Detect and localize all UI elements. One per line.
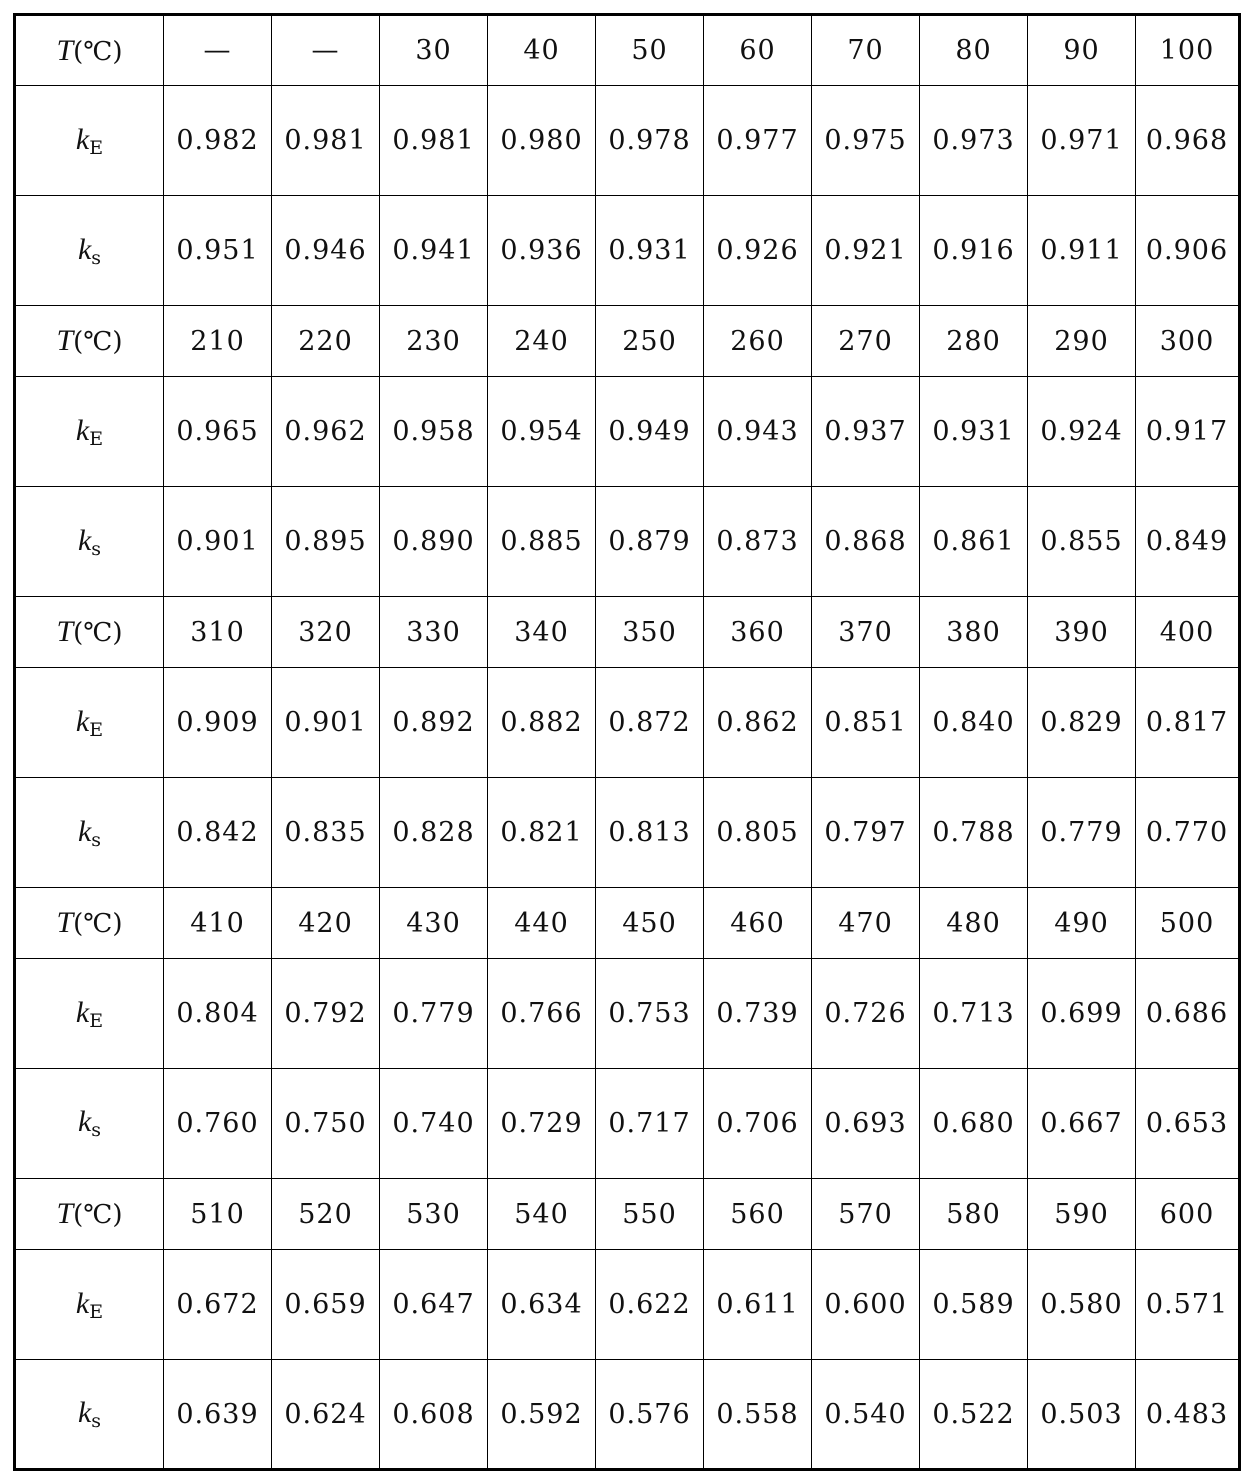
table-cell: 0.760	[164, 1069, 272, 1179]
k-subscript: s	[91, 828, 102, 851]
temperature-unit: (℃)	[73, 909, 123, 940]
table-cell: 0.503	[1028, 1360, 1136, 1470]
k-E-row	[15, 668, 1240, 778]
table-cell: 0.977	[704, 86, 812, 196]
table-cell: 0.592	[488, 1360, 596, 1470]
table-cell: 0.895	[272, 487, 380, 597]
table-cell: 0.949	[596, 377, 704, 487]
table-cell: 310	[164, 596, 272, 667]
table-cell: 360	[704, 596, 812, 667]
k-symbol: k	[77, 523, 92, 557]
table-cell: 0.861	[920, 487, 1028, 597]
temperature-row	[15, 596, 1240, 667]
k-symbol: k	[75, 413, 90, 447]
table-cell: 0.788	[920, 778, 1028, 888]
k-subscript: s	[91, 537, 102, 560]
k-subscript: s	[91, 246, 102, 269]
table-cell: 0.813	[596, 778, 704, 888]
table-cell: 0.937	[812, 377, 920, 487]
table-cell: 0.911	[1028, 196, 1136, 306]
table-cell: 0.680	[920, 1069, 1028, 1179]
temperature-row	[15, 15, 1240, 86]
k-symbol: k	[77, 1396, 92, 1430]
table-cell: 0.901	[164, 487, 272, 597]
table-cell: 0.750	[272, 1069, 380, 1179]
temperature-label	[15, 887, 164, 958]
table-cell: 0.855	[1028, 487, 1136, 597]
table-cell: 460	[704, 887, 812, 958]
k-s-label	[15, 196, 164, 306]
temperature-symbol: T	[56, 324, 74, 358]
k-symbol: k	[75, 704, 90, 738]
table-cell: 70	[812, 15, 920, 86]
temperature-row	[15, 887, 1240, 958]
table-cell: 390	[1028, 596, 1136, 667]
table-cell: 350	[596, 596, 704, 667]
table-cell: 0.770	[1136, 778, 1240, 888]
k-E-label	[15, 377, 164, 487]
table-cell: 100	[1136, 15, 1240, 86]
table-cell: 500	[1136, 887, 1240, 958]
table-cell: 0.729	[488, 1069, 596, 1179]
temperature-unit: (℃)	[73, 36, 123, 67]
table-cell: 0.975	[812, 86, 920, 196]
table-cell: 260	[704, 305, 812, 376]
table-cell: 0.892	[380, 668, 488, 778]
table-cell: 0.882	[488, 668, 596, 778]
table-cell: 0.766	[488, 959, 596, 1069]
table-cell: 0.931	[920, 377, 1028, 487]
table-cell: 0.821	[488, 778, 596, 888]
table-cell: 0.842	[164, 778, 272, 888]
k-symbol: k	[77, 232, 92, 266]
table-cell: 270	[812, 305, 920, 376]
k-E-label	[15, 1250, 164, 1360]
table-cell: 570	[812, 1178, 920, 1249]
temperature-symbol: T	[56, 1197, 74, 1231]
table-cell: 0.901	[272, 668, 380, 778]
temperature-row	[15, 1178, 1240, 1249]
table-cell: 0.589	[920, 1250, 1028, 1360]
table-cell: 0.693	[812, 1069, 920, 1179]
table-cell: 0.962	[272, 377, 380, 487]
table-cell: 0.713	[920, 959, 1028, 1069]
table-cell: 210	[164, 305, 272, 376]
table-cell: 0.862	[704, 668, 812, 778]
k-subscript: E	[89, 427, 104, 450]
table-cell: 0.805	[704, 778, 812, 888]
table-cell: 80	[920, 15, 1028, 86]
coefficient-table	[13, 13, 1241, 1471]
table-cell: 0.739	[704, 959, 812, 1069]
table-cell: 60	[704, 15, 812, 86]
table-cell: 450	[596, 887, 704, 958]
table-cell: 540	[488, 1178, 596, 1249]
table-cell: 0.965	[164, 377, 272, 487]
table-cell: 0.611	[704, 1250, 812, 1360]
table-cell: 0.483	[1136, 1360, 1240, 1470]
k-symbol: k	[75, 995, 90, 1029]
table-cell: 0.706	[704, 1069, 812, 1179]
temperature-symbol: T	[56, 615, 74, 649]
k-s-row	[15, 1360, 1240, 1470]
table-cell: 0.639	[164, 1360, 272, 1470]
table-cell: 0.943	[704, 377, 812, 487]
table-cell: 370	[812, 596, 920, 667]
k-subscript: E	[89, 1300, 104, 1323]
table-cell: 0.868	[812, 487, 920, 597]
table-cell: 0.981	[380, 86, 488, 196]
table-cell: 0.779	[380, 959, 488, 1069]
table-cell: 300	[1136, 305, 1240, 376]
k-s-label	[15, 487, 164, 597]
table-cell: 0.971	[1028, 86, 1136, 196]
k-symbol: k	[77, 1105, 92, 1139]
table-cell: 290	[1028, 305, 1136, 376]
table-cell: 0.726	[812, 959, 920, 1069]
table-cell: 0.873	[704, 487, 812, 597]
table-cell: 0.571	[1136, 1250, 1240, 1360]
table-cell: 0.804	[164, 959, 272, 1069]
k-subscript: E	[89, 136, 104, 159]
table-cell: 420	[272, 887, 380, 958]
k-subscript: s	[91, 1410, 102, 1433]
table-cell: 0.840	[920, 668, 1028, 778]
temperature-label	[15, 15, 164, 86]
k-s-label	[15, 1360, 164, 1470]
table-cell: 0.667	[1028, 1069, 1136, 1179]
table-cell: 0.872	[596, 668, 704, 778]
k-subscript: E	[89, 718, 104, 741]
table-cell: 0.973	[920, 86, 1028, 196]
table-cell: 0.686	[1136, 959, 1240, 1069]
table-cell: 0.740	[380, 1069, 488, 1179]
table-cell: 0.817	[1136, 668, 1240, 778]
table-cell: 0.849	[1136, 487, 1240, 597]
k-symbol: k	[75, 122, 90, 156]
table-cell: 0.924	[1028, 377, 1136, 487]
table-cell: 0.982	[164, 86, 272, 196]
k-s-row	[15, 196, 1240, 306]
table-cell: 0.968	[1136, 86, 1240, 196]
table-cell: 30	[380, 15, 488, 86]
table-cell: 0.835	[272, 778, 380, 888]
table-cell: 0.558	[704, 1360, 812, 1470]
table-cell: 340	[488, 596, 596, 667]
temperature-row	[15, 305, 1240, 376]
temperature-label	[15, 305, 164, 376]
k-s-row	[15, 778, 1240, 888]
table-cell: 430	[380, 887, 488, 958]
k-E-label	[15, 959, 164, 1069]
table-cell: 0.608	[380, 1360, 488, 1470]
table-cell: 0.792	[272, 959, 380, 1069]
table-cell: 0.885	[488, 487, 596, 597]
table-cell: 600	[1136, 1178, 1240, 1249]
table-cell: 0.980	[488, 86, 596, 196]
table-cell: 480	[920, 887, 1028, 958]
table-cell: 250	[596, 305, 704, 376]
table-cell: 330	[380, 596, 488, 667]
table-cell: 0.672	[164, 1250, 272, 1360]
table-cell: 0.699	[1028, 959, 1136, 1069]
table-cell: 0.600	[812, 1250, 920, 1360]
table-cell: 0.946	[272, 196, 380, 306]
table-cell: 0.647	[380, 1250, 488, 1360]
table-cell: 560	[704, 1178, 812, 1249]
table-cell: 0.926	[704, 196, 812, 306]
table-cell: 0.851	[812, 668, 920, 778]
table-cell: 0.634	[488, 1250, 596, 1360]
table-cell: 550	[596, 1178, 704, 1249]
table-cell: 520	[272, 1178, 380, 1249]
table-cell: 40	[488, 15, 596, 86]
table-cell: 0.879	[596, 487, 704, 597]
table-cell: 590	[1028, 1178, 1136, 1249]
table-body	[15, 15, 1240, 1470]
table-cell: 0.580	[1028, 1250, 1136, 1360]
temperature-unit: (℃)	[73, 1200, 123, 1231]
table-cell: 0.909	[164, 668, 272, 778]
table-cell: 0.624	[272, 1360, 380, 1470]
k-s-label	[15, 1069, 164, 1179]
table-cell: 320	[272, 596, 380, 667]
table-cell: 240	[488, 305, 596, 376]
table-cell: 0.978	[596, 86, 704, 196]
k-symbol: k	[75, 1286, 90, 1320]
temperature-unit: (℃)	[73, 327, 123, 358]
table-cell: 0.540	[812, 1360, 920, 1470]
table-cell: 0.890	[380, 487, 488, 597]
k-s-label	[15, 778, 164, 888]
table-cell: 0.906	[1136, 196, 1240, 306]
k-E-row	[15, 377, 1240, 487]
k-E-label	[15, 86, 164, 196]
k-symbol: k	[77, 814, 92, 848]
table-cell: 0.753	[596, 959, 704, 1069]
table-cell: 0.779	[1028, 778, 1136, 888]
table-cell: 280	[920, 305, 1028, 376]
table-cell: 580	[920, 1178, 1028, 1249]
table-cell: 0.931	[596, 196, 704, 306]
k-subscript: s	[91, 1119, 102, 1142]
table-cell: 530	[380, 1178, 488, 1249]
table-cell: 0.828	[380, 778, 488, 888]
table-cell: 0.659	[272, 1250, 380, 1360]
table-cell: 0.958	[380, 377, 488, 487]
temperature-label	[15, 1178, 164, 1249]
temperature-unit: (℃)	[73, 618, 123, 649]
temperature-symbol: T	[56, 906, 74, 940]
temperature-label	[15, 596, 164, 667]
k-s-row	[15, 487, 1240, 597]
table-cell: 0.653	[1136, 1069, 1240, 1179]
table-cell: 0.576	[596, 1360, 704, 1470]
table-cell: 0.917	[1136, 377, 1240, 487]
table-cell: 0.921	[812, 196, 920, 306]
table-cell: 90	[1028, 15, 1136, 86]
table-cell: 410	[164, 887, 272, 958]
table-cell: 0.622	[596, 1250, 704, 1360]
table-cell: 470	[812, 887, 920, 958]
table-cell: 0.829	[1028, 668, 1136, 778]
table-cell: 400	[1136, 596, 1240, 667]
table-cell: 490	[1028, 887, 1136, 958]
table-cell: 380	[920, 596, 1028, 667]
k-E-label	[15, 668, 164, 778]
k-subscript: E	[89, 1009, 104, 1032]
k-s-row	[15, 1069, 1240, 1179]
table-cell: 0.954	[488, 377, 596, 487]
k-E-row	[15, 959, 1240, 1069]
table-cell: 0.981	[272, 86, 380, 196]
table-cell: 0.941	[380, 196, 488, 306]
temperature-symbol: T	[56, 33, 74, 67]
table-cell: 0.916	[920, 196, 1028, 306]
table-cell: —	[164, 15, 272, 86]
table-cell: 0.797	[812, 778, 920, 888]
table-cell: 50	[596, 15, 704, 86]
table-cell: 220	[272, 305, 380, 376]
table-cell: 440	[488, 887, 596, 958]
table-cell: 510	[164, 1178, 272, 1249]
k-E-row	[15, 1250, 1240, 1360]
table-cell: 0.936	[488, 196, 596, 306]
table-cell: 0.717	[596, 1069, 704, 1179]
table-cell: —	[272, 15, 380, 86]
table-cell: 0.522	[920, 1360, 1028, 1470]
table-cell: 230	[380, 305, 488, 376]
k-E-row	[15, 86, 1240, 196]
table-cell: 0.951	[164, 196, 272, 306]
